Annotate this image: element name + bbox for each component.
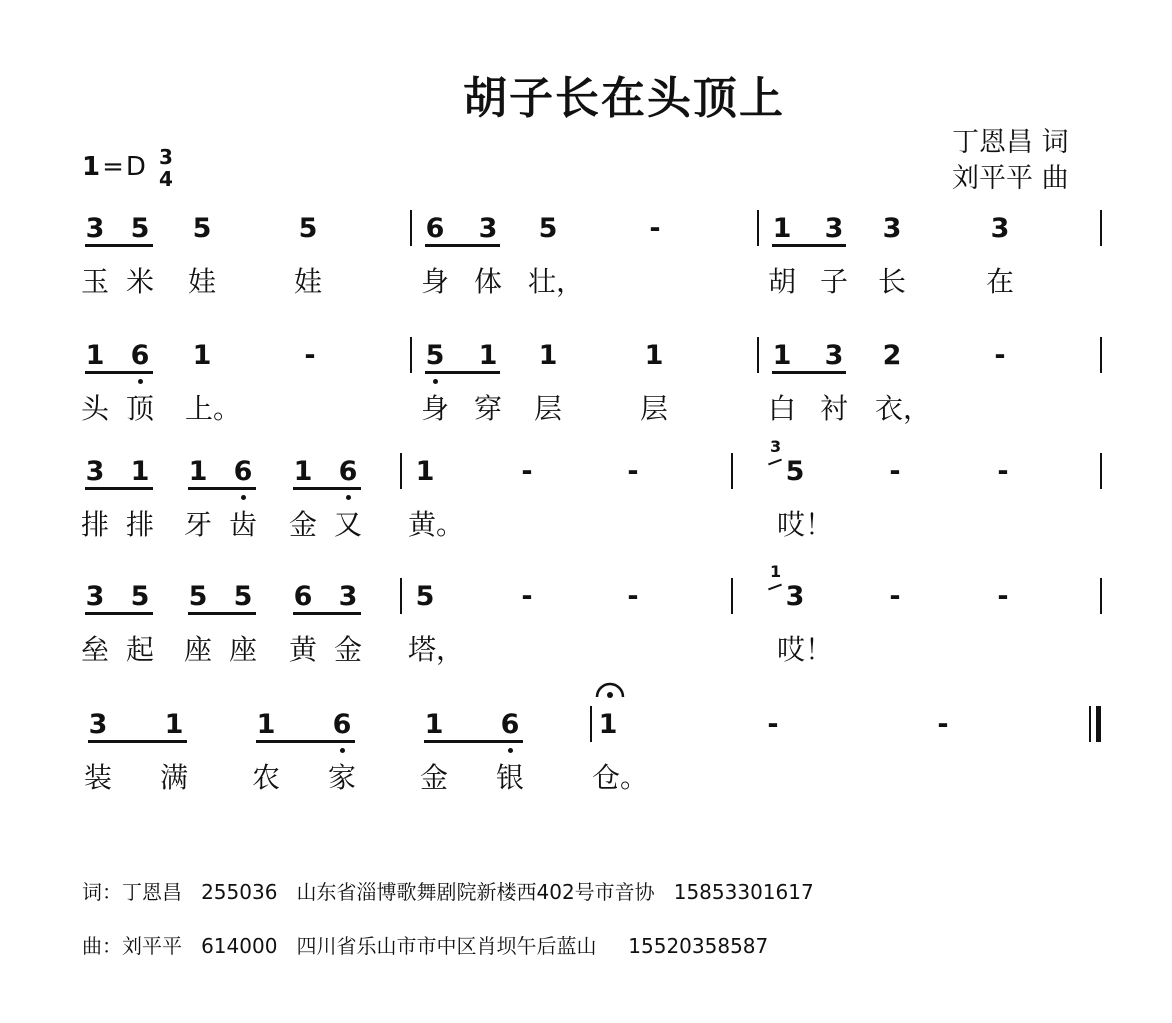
barline <box>1100 337 1102 373</box>
note: - <box>521 456 533 487</box>
barline <box>1100 453 1102 489</box>
underline <box>425 244 500 247</box>
note: 3 <box>338 581 358 612</box>
underline <box>424 740 523 743</box>
note: 5 <box>538 213 558 244</box>
lyric-char: 银 <box>495 761 524 794</box>
song-title: 胡子长在头顶上 <box>463 73 785 124</box>
lyric-char: 玉 <box>80 265 109 298</box>
low-octave-dot <box>346 495 351 500</box>
lyric-char: 哎！ <box>777 508 834 541</box>
footer-lyricist-info: 词：丁恩昌 255036 山东省淄博歌舞剧院新楼西402号市音协 15853301617 <box>82 880 814 904</box>
note: 6 <box>233 456 253 487</box>
footer-composer-info: 曲：刘平平 614000 四川省乐山市市中区肖坝午后蓝山 15520358587 <box>82 934 769 958</box>
note: 1 <box>256 709 276 740</box>
lyricist-credit: 丁恩昌 词 <box>952 127 1069 158</box>
lyric-char: 仓。 <box>592 761 649 794</box>
note: - <box>521 581 533 612</box>
barline <box>410 210 412 246</box>
lyric-char: 金 <box>333 633 362 666</box>
lyric-char: 层 <box>533 392 562 425</box>
underline <box>85 371 153 374</box>
barline <box>1089 706 1091 742</box>
lyric-char: 头 <box>80 392 109 425</box>
note: 1 <box>772 213 792 244</box>
barline <box>410 337 412 373</box>
lyric-char: 排 <box>125 508 154 541</box>
note: - <box>937 709 949 740</box>
note: 3 <box>990 213 1010 244</box>
low-octave-dot <box>138 379 143 384</box>
note: 3 <box>85 456 105 487</box>
note: - <box>767 709 779 740</box>
lyric-char: 娃 <box>187 265 216 298</box>
note: 3 <box>88 709 108 740</box>
time-signature <box>156 146 176 190</box>
underline <box>772 371 846 374</box>
note: 5 <box>188 581 208 612</box>
note: - <box>889 456 901 487</box>
note: 1 <box>188 456 208 487</box>
low-octave-dot <box>508 748 513 753</box>
note: - <box>627 456 639 487</box>
lyric-char: 座 <box>183 633 212 666</box>
lyric-char: 子 <box>819 265 848 298</box>
key-name: D <box>125 152 146 182</box>
barline <box>731 578 733 614</box>
lyric-char: 层 <box>639 392 668 425</box>
note: 6 <box>130 340 150 371</box>
lyric-char: 起 <box>125 633 154 666</box>
underline <box>772 244 846 247</box>
lyric-char: 农 <box>251 761 280 794</box>
lyric-char: 衬 <box>819 392 848 425</box>
lyric-char: 垒 <box>80 633 109 666</box>
low-octave-dot <box>241 495 246 500</box>
underline <box>188 612 256 615</box>
lyric-char: 体 <box>473 265 502 298</box>
note: 5 <box>785 456 805 487</box>
lyric-char: 顶 <box>125 392 154 425</box>
note: 1 <box>538 340 558 371</box>
underline <box>85 612 153 615</box>
low-octave-dot <box>340 748 345 753</box>
lyric-char: 黄 <box>288 633 317 666</box>
note: 1 <box>85 340 105 371</box>
note: - <box>997 456 1009 487</box>
barline <box>757 210 759 246</box>
composer-credit: 刘平平 曲 <box>952 163 1069 194</box>
lyric-char: 上。 <box>185 392 242 425</box>
note: 5 <box>425 340 445 371</box>
barline <box>1100 210 1102 246</box>
note: 3 <box>478 213 498 244</box>
lyric-char: 穿 <box>473 392 502 425</box>
lyric-char: 壮， <box>528 265 585 298</box>
note: 1 <box>293 456 313 487</box>
lyric-char: 身 <box>420 392 449 425</box>
note: - <box>889 581 901 612</box>
underline <box>293 612 361 615</box>
underline <box>293 487 361 490</box>
note: 6 <box>500 709 520 740</box>
lyric-char: 金 <box>288 508 317 541</box>
barline <box>757 337 759 373</box>
note: 3 <box>85 213 105 244</box>
note: 6 <box>425 213 445 244</box>
lyric-char: 装 <box>83 761 112 794</box>
note: 1 <box>424 709 444 740</box>
key-equals: = <box>102 152 124 182</box>
note: 1 <box>598 709 618 740</box>
note: 1 <box>164 709 184 740</box>
lyric-char: 排 <box>80 508 109 541</box>
barline <box>1100 578 1102 614</box>
note: 6 <box>293 581 313 612</box>
note: 5 <box>130 213 150 244</box>
underline <box>88 740 187 743</box>
lyric-char: 哎！ <box>777 633 834 666</box>
note: 1 <box>192 340 212 371</box>
note: 5 <box>130 581 150 612</box>
lyric-char: 黄。 <box>408 508 465 541</box>
note: 3 <box>785 581 805 612</box>
note: - <box>627 581 639 612</box>
grace-note: 3 <box>770 437 782 456</box>
time-top: 3 <box>159 145 173 169</box>
lyric-char: 娃 <box>293 265 322 298</box>
note: - <box>997 581 1009 612</box>
note: 1 <box>415 456 435 487</box>
note: 1 <box>130 456 150 487</box>
lyric-char: 长 <box>877 265 906 298</box>
time-bottom: 4 <box>159 167 173 191</box>
lyric-char: 衣， <box>875 392 932 425</box>
lyric-char: 牙 <box>183 508 212 541</box>
low-octave-dot <box>433 379 438 384</box>
barline <box>400 578 402 614</box>
barline <box>400 453 402 489</box>
underline <box>188 487 256 490</box>
note: 5 <box>415 581 435 612</box>
note: 1 <box>644 340 664 371</box>
note: - <box>994 340 1006 371</box>
lyric-char: 身 <box>420 265 449 298</box>
note: 3 <box>882 213 902 244</box>
key-tonic: 1 <box>82 152 101 182</box>
note: 2 <box>882 340 902 371</box>
lyric-char: 家 <box>327 761 356 794</box>
lyric-char: 白 <box>767 392 796 425</box>
note: 1 <box>478 340 498 371</box>
underline <box>256 740 355 743</box>
lyric-char: 金 <box>419 761 448 794</box>
underline <box>425 371 500 374</box>
lyric-char: 胡 <box>767 265 796 298</box>
barline <box>731 453 733 489</box>
lyric-char: 塔， <box>408 633 465 666</box>
note: 1 <box>772 340 792 371</box>
final-barline <box>1096 706 1101 742</box>
lyric-char: 在 <box>985 265 1014 298</box>
note: 3 <box>824 340 844 371</box>
grace-note: 1 <box>770 562 782 581</box>
note: - <box>304 340 316 371</box>
lyric-char: 又 <box>333 508 362 541</box>
underline <box>85 487 153 490</box>
underline <box>85 244 153 247</box>
lyric-char: 座 <box>228 633 257 666</box>
lyric-char: 米 <box>125 265 154 298</box>
note: 5 <box>298 213 318 244</box>
key-signature <box>82 152 146 182</box>
lyric-char: 满 <box>159 761 188 794</box>
note: - <box>649 213 661 244</box>
barline <box>590 706 592 742</box>
lyric-char: 齿 <box>228 508 257 541</box>
note: 6 <box>338 456 358 487</box>
note: 5 <box>192 213 212 244</box>
note: 3 <box>85 581 105 612</box>
note: 3 <box>824 213 844 244</box>
note: 5 <box>233 581 253 612</box>
note: 6 <box>332 709 352 740</box>
fermata-icon <box>594 680 626 700</box>
